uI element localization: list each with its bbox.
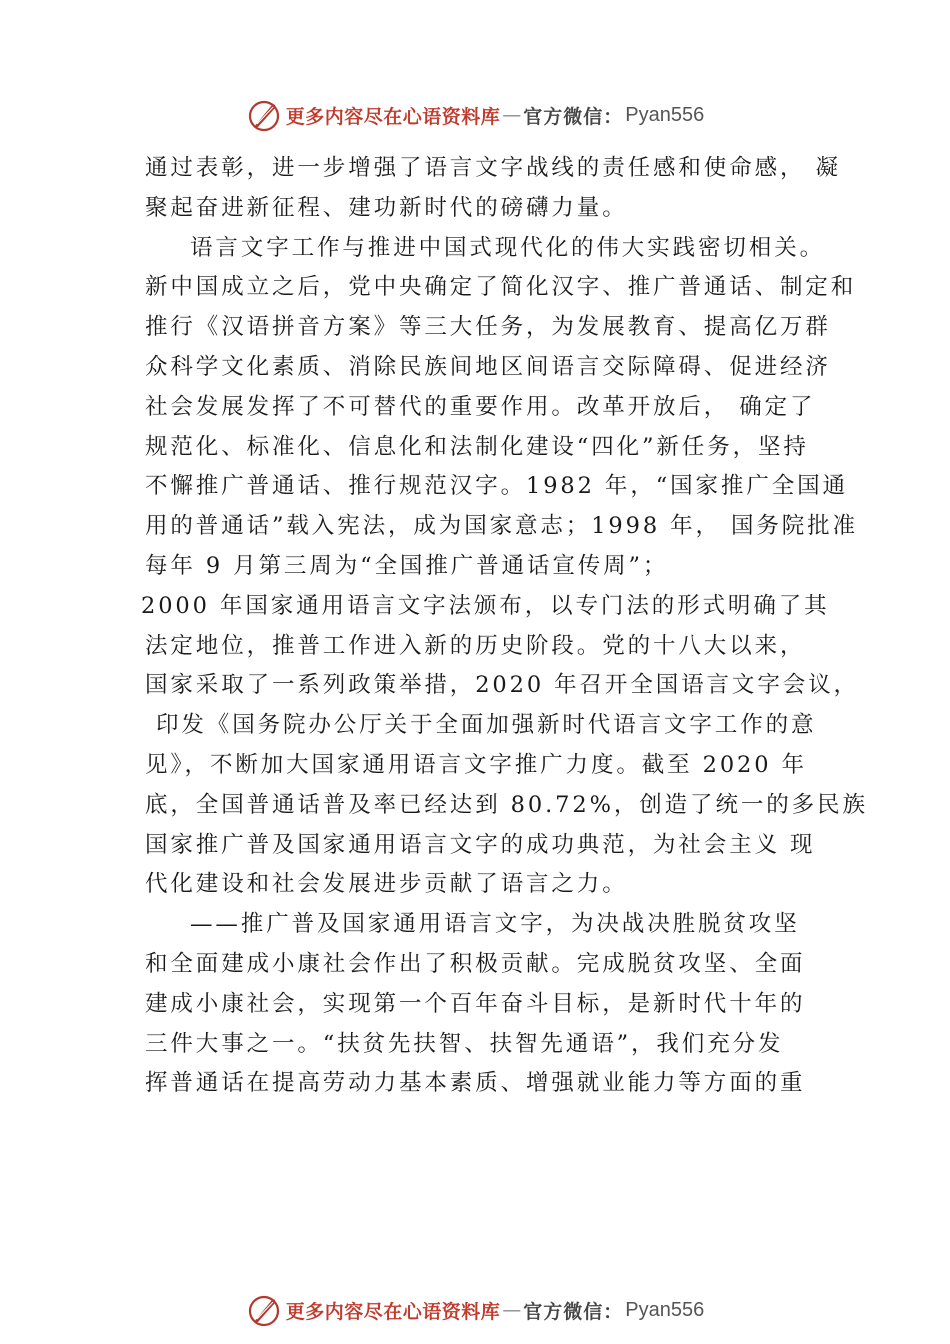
text-line: 建成小康社会，实现第一个百年奋斗目标，是新时代十年的 [145, 990, 806, 1017]
quill-pen-icon [246, 1292, 282, 1328]
text-line: 社会发展发挥了不可替代的重要作用。改革开放后， 确定了 [145, 393, 816, 420]
text-line: 新中国成立之后，党中央确定了简化汉字、推广普通话、制定和 [145, 274, 857, 301]
text-line: 挥普通话在提高劳动力基本素质、增强就业能力等方面的重 [145, 1070, 806, 1097]
footer-official-label: 官方微信： [523, 1300, 624, 1323]
header-wechat-id: Pyan556 [625, 103, 705, 126]
footer-promo-text: 更多内容尽在心语资料库 [285, 1300, 501, 1323]
text-line: 推行《汉语拼音方案》等三大任务，为发展教育、提高亿万群 [145, 314, 831, 341]
text-line: 代化建设和社会发展进步贡献了语言之力。 [145, 871, 628, 898]
text-line: 通过表彰，进一步增强了语言文字战线的责任感和使命感， 凝 [145, 155, 841, 181]
text-line: 见》，不断加大国家通用语言文字推广力度。截至 2020 年 [145, 751, 807, 778]
footer-banner [0, 1290, 950, 1330]
text-line: 法定地位，推普工作进入新的历史阶段。党的十八大以来， [145, 632, 806, 659]
header-dash: — [502, 104, 522, 126]
text-line: 印发《国务院办公厅关于全面加强新时代语言文字工作的意 [156, 712, 817, 739]
header-official-label: 官方微信： [523, 105, 624, 128]
document-body [141, 149, 868, 1104]
text-line: 2000 年国家通用语言文字法颁布，以专门法的形式明确了其 [141, 592, 830, 619]
text-line: 众科学文化素质、消除民族间地区间语言交际障碍、促进经济 [145, 353, 831, 380]
text-line: 每年 9 月第三周为“全国推广普通话宣传周”； [145, 552, 669, 579]
text-line: 三件大事之一。“扶贫先扶智、扶智先通语”，我们充分发 [145, 1030, 784, 1057]
text-line: 聚起奋进新征程、建功新时代的磅礴力量。 [145, 194, 628, 221]
text-line: 国家采取了一系列政策举措，2020 年召开全国语言文字会议， [145, 672, 859, 699]
text-line: 不懈推广普通话、推行规范汉字。1982 年，“国家推广全国通 [145, 473, 848, 500]
footer-dash: — [502, 1299, 522, 1321]
quill-pen-icon [246, 97, 282, 133]
paragraph-start: ——推广普及国家通用语言文字，为决战决胜脱贫攻坚 [190, 911, 800, 938]
paragraph-start: 语言文字工作与推进中国式现代化的伟大实践密切相关。 [190, 234, 826, 261]
text-line: 国家推广普及国家通用语言文字的成功典范，为社会主义 现 [145, 831, 816, 858]
text-line: 和全面建成小康社会作出了积极贡献。完成脱贫攻坚、全面 [145, 950, 806, 977]
header-promo-text: 更多内容尽在心语资料库 [285, 105, 501, 128]
text-line: 用的普通话”载入宪法，成为国家意志；1998 年， 国务院批准 [145, 513, 858, 540]
footer-wechat-id: Pyan556 [625, 1298, 705, 1321]
text-line: 规范化、标准化、信息化和法制化建设“四化”新任务，坚持 [145, 433, 809, 460]
header-banner [0, 95, 950, 135]
text-line: 底，全国普通话普及率已经达到 80.72%，创造了统一的多民族 [145, 791, 868, 818]
